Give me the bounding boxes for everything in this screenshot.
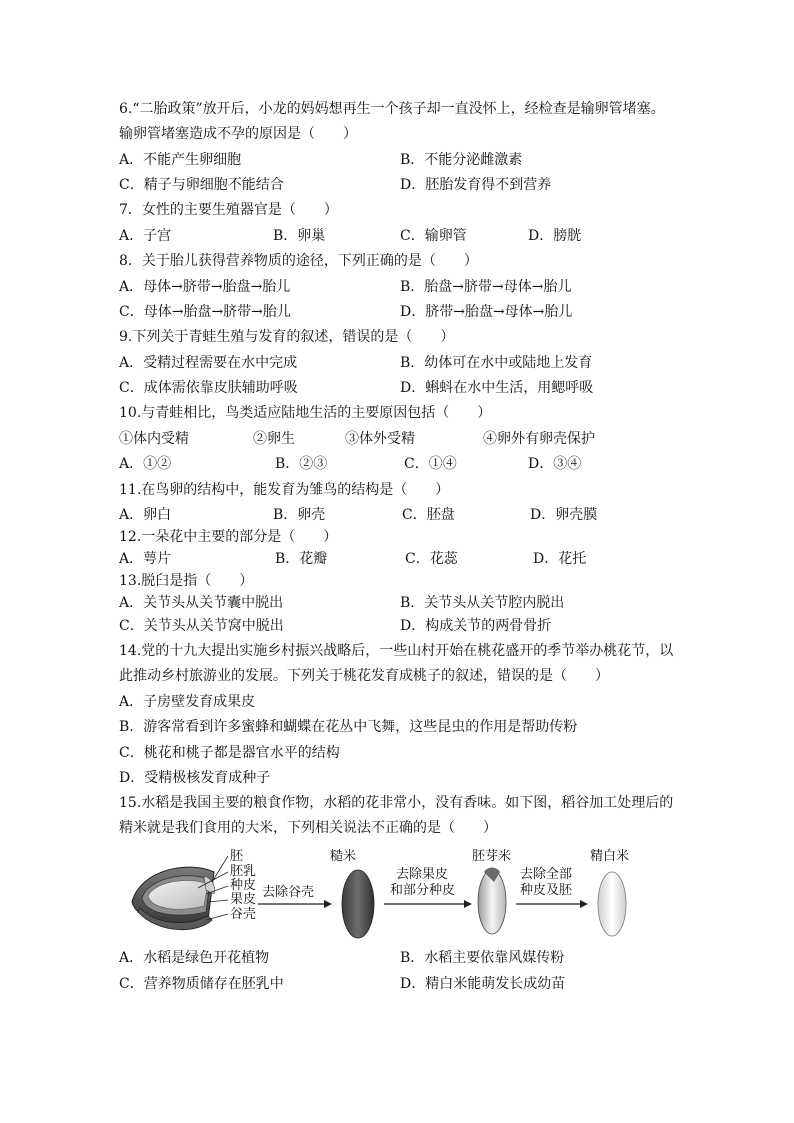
q11-stem: 11.在鸟卵的结构中，能发育为雏鸟的结构是（ ） [119, 482, 450, 498]
arrow-1-head [324, 900, 332, 908]
q10-option-a: A．①② [119, 456, 172, 472]
leader-embryo [212, 856, 228, 882]
step3-label-line1: 去除全部 [520, 867, 573, 882]
q9-option-c: C．成体需依靠皮肤辅助呼吸 [119, 380, 298, 396]
q7-option-a: A．子宫 [119, 228, 172, 244]
q15-stem-line1: 15.水稻是我国主要的粮食作物，水稻的花非常小，没有香味。如下图，稻谷加工处理后的 [119, 795, 674, 811]
q14-option-b: B．游客常看到许多蜜蜂和蝴蝶在花丛中飞舞，这些昆虫的作用是帮助传粉 [119, 719, 578, 735]
q10-statement-1: ①体内受精 [119, 431, 189, 447]
step3-label-line2: 种皮及胚 [520, 883, 573, 898]
q13-option-a: A．关节头从关节囊中脱出 [119, 595, 284, 611]
q15-stem-line2: 精米就是我们食用的大米，下列相关说法不正确的是（ ） [119, 820, 497, 836]
q14-stem-line2: 此推动乡村旅游业的发展。下列关于桃花发育成桃子的叙述，错误的是（ ） [119, 668, 609, 684]
q10-statement-4: ④卵外有卵壳保护 [483, 431, 595, 447]
q13-option-d: D．构成关节的两骨骨折 [400, 618, 552, 634]
q6-option-b: B．不能分泌雌激素 [400, 152, 523, 168]
stage1-label: 糙米 [330, 849, 357, 864]
q8-option-a: A．母体→脐带→胎盘→胎儿 [119, 279, 291, 295]
q15-option-c: C．营养物质储存在胚乳中 [119, 976, 284, 992]
q14-option-a: A．子房壁发育成果皮 [119, 694, 256, 710]
brown-rice-grain [342, 870, 374, 938]
q7-option-c: C．输卵管 [400, 228, 467, 244]
q9-option-d: D．蝌蚪在水中生活，用鳃呼吸 [400, 380, 594, 396]
label-pericarp: 果皮 [230, 892, 257, 907]
stage2-label: 胚芽米 [472, 849, 512, 864]
q6-option-c: C．精子与卵细胞不能结合 [119, 177, 284, 193]
label-embryo: 胚 [230, 849, 244, 864]
q10-stem: 10.与青蛙相比，鸟类适应陆地生活的主要原因包括（ ） [119, 405, 492, 421]
step1-label: 去除谷壳 [262, 885, 315, 900]
q8-option-c: C．母体→胎盘→脐带→胎儿 [119, 304, 291, 320]
label-seed-coat: 种皮 [230, 878, 257, 893]
q11-option-b: B．卵壳 [273, 507, 326, 523]
q10-option-d: D．③④ [528, 456, 582, 472]
q12-stem: 12.一朵花中主要的部分是（ ） [119, 529, 338, 545]
q12-option-b: B．花瓣 [275, 551, 328, 567]
arrow-2-head [464, 900, 472, 908]
q15-option-a: A．水稻是绿色开花植物 [119, 950, 270, 966]
q6-option-a: A．不能产生卵细胞 [119, 152, 242, 168]
q6-option-d: D．胚胎发育得不到营养 [400, 177, 552, 193]
q13-option-b: B．关节头从关节腔内脱出 [400, 595, 565, 611]
q13-option-c: C．关节头从关节窝中脱出 [119, 618, 284, 634]
rice-grain-cutaway [132, 867, 215, 930]
q6-stem-line1: 6.“二胎政策”放开后，小龙的妈妈想再生一个孩子却一直没怀上，经检查是输卵管堵塞。 [119, 101, 665, 117]
q10-statement-2: ②卵生 [253, 431, 295, 447]
q14-option-c: C．桃花和桃子都是器官水平的结构 [119, 745, 340, 761]
q10-statement-3: ③体外受精 [345, 431, 415, 447]
arrow-3-head [580, 900, 588, 908]
q8-stem: 8．关于胎儿获得营养物质的途径，下列正确的是（ ） [119, 253, 478, 269]
q14-stem-line1: 14.党的十九大提出实施乡村振兴战略后，一些山村开始在桃花盛开的季节举办桃花节，以 [119, 643, 674, 659]
stage3-label: 精白米 [590, 849, 630, 864]
q10-option-c: C．①④ [404, 456, 457, 472]
q12-option-a: A．萼片 [119, 551, 172, 567]
q14-option-d: D．受精极核发育成种子 [119, 770, 271, 786]
q11-option-d: D．卵壳膜 [530, 507, 598, 523]
step2-label-line1: 去除果皮 [396, 867, 449, 882]
rice-processing-diagram [128, 842, 648, 942]
leader-pericarp [208, 900, 228, 902]
q11-option-c: C．胚盘 [402, 507, 455, 523]
q8-option-d: D．脐带→胎盘→母体→胎儿 [400, 304, 573, 320]
step2-label-line2: 和部分种皮 [390, 883, 456, 898]
q11-option-a: A．卵白 [119, 507, 172, 523]
q13-stem: 13.脱臼是指（ ） [119, 573, 254, 589]
q12-option-c: C．花蕊 [405, 551, 458, 567]
q12-option-d: D．花托 [533, 551, 587, 567]
q6-stem-line2: 输卵管堵塞造成不孕的原因是（ ） [119, 126, 357, 142]
q9-option-a: A．受精过程需要在水中完成 [119, 355, 298, 371]
label-endosperm: 胚乳 [230, 864, 257, 879]
q10-option-b: B．②③ [275, 456, 328, 472]
q7-option-b: B．卵巢 [273, 228, 326, 244]
q9-option-b: B．幼体可在水中或陆地上发育 [400, 355, 593, 371]
q9-stem: 9.下列关于青蛙生殖与发育的叙述，错误的是（ ） [119, 329, 455, 345]
q15-option-d: D．精白米能萌发长成幼苗 [400, 976, 566, 992]
q15-option-b: B．水稻主要依靠风媒传粉 [400, 950, 565, 966]
q8-option-b: B．胎盘→脐带→母体→胎儿 [400, 279, 572, 295]
label-husk: 谷壳 [230, 907, 257, 922]
q7-stem: 7．女性的主要生殖器官是（ ） [119, 202, 338, 218]
white-rice-grain [598, 872, 626, 936]
q7-option-d: D．膀胱 [528, 228, 582, 244]
